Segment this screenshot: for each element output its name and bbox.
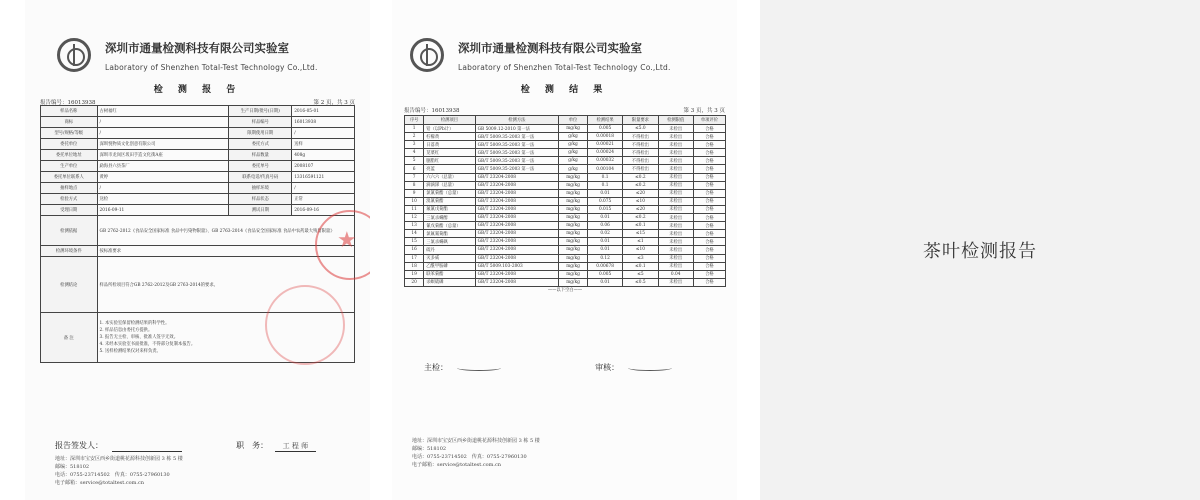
- lab-logo-icon: [57, 38, 91, 72]
- results-cell: mg/kg: [559, 189, 588, 197]
- results-cell: 未检出: [658, 254, 693, 262]
- results-cell: 12: [405, 214, 424, 222]
- results-cell: 合格: [693, 197, 725, 205]
- results-cell: 未检出: [658, 214, 693, 222]
- results-cell: GB/T 23204-2008: [475, 246, 558, 254]
- results-cell: 未检出: [658, 125, 693, 133]
- results-cell: GB/T 23204-2008: [475, 270, 558, 278]
- results-cell: GB/T 23204-2008: [475, 222, 558, 230]
- env-text: 按标准要求: [97, 246, 354, 257]
- received-date-label: 受理日期: [41, 205, 98, 216]
- field-value: /: [97, 117, 229, 128]
- results-cell: 合格: [693, 270, 725, 278]
- lab-logo-icon: [410, 38, 444, 72]
- results-cell: 0.01: [587, 238, 622, 246]
- results-cell: 未检出: [658, 133, 693, 141]
- results-cell: 不得检出: [623, 165, 658, 173]
- report-info-row: [41, 106, 355, 117]
- results-row: [405, 125, 726, 133]
- results-cell: 乙酰甲胺磷: [424, 262, 475, 270]
- conclusion-text: 样品所检项目符合GB 2762-2012及GB 2763-2014的要求。: [97, 257, 354, 313]
- results-cell: g/kg: [559, 141, 588, 149]
- post-value: 工 程 师: [275, 441, 316, 452]
- field-label: 生产日期/批号(日期): [229, 106, 292, 117]
- results-cell: 10: [405, 197, 424, 205]
- results-cell: 未检出: [658, 246, 693, 254]
- dates-row: [41, 205, 355, 216]
- field-value: 2016-05-01: [292, 106, 355, 117]
- results-cell: ≤0.2: [623, 181, 658, 189]
- results-cell: 合格: [693, 262, 725, 270]
- results-cell: 4: [405, 149, 424, 157]
- results-title: 检 测 结 果: [520, 85, 609, 95]
- field-label: 委托单号: [229, 161, 292, 172]
- results-cell: 合格: [693, 230, 725, 238]
- results-cell: 未检出: [658, 238, 693, 246]
- report-title: 检 测 报 告: [153, 85, 242, 95]
- column-header: 检测结果: [587, 116, 622, 125]
- footer-address: 地址：深圳市宝安区西乡街道桃花源科技创新园 3 栋 5 楼: [55, 456, 183, 462]
- basis-row: [41, 216, 355, 246]
- report-number: 报告编号：16013938: [40, 100, 96, 106]
- field-value: 13316591121: [292, 172, 355, 183]
- column-header: 单位: [559, 116, 588, 125]
- column-header: 序号: [405, 116, 424, 125]
- field-value: 深圳市龙岗区坂田手造文化街A座: [97, 150, 229, 161]
- results-cell: 8: [405, 181, 424, 189]
- field-value: /: [292, 183, 355, 194]
- field-value: 古树福红: [97, 106, 229, 117]
- results-cell: 0.015: [587, 205, 622, 213]
- test-date: 2016-09-16: [292, 205, 355, 216]
- column-header: 检测项目: [424, 116, 475, 125]
- remarks-label: 备 注: [41, 313, 98, 363]
- results-cell: ≤20: [623, 205, 658, 213]
- results-cell: 未检出: [658, 230, 693, 238]
- results-cell: 氯氟氰菊酯: [424, 230, 475, 238]
- results-cell: 11: [405, 205, 424, 213]
- results-cell: mg/kg: [559, 278, 588, 286]
- field-value: 深圳悦物质文化创意有限公司: [97, 139, 229, 150]
- report-info-row: [41, 117, 355, 128]
- results-cell: 合格: [693, 165, 725, 173]
- field-label: 委托单位联系人: [41, 172, 98, 183]
- results-cell: ≤10: [623, 197, 658, 205]
- report-info-row: [41, 128, 355, 139]
- results-cell: 未检出: [658, 141, 693, 149]
- results-cell: 未检出: [658, 205, 693, 213]
- results-cell: 19: [405, 270, 424, 278]
- footer-address: 地址：深圳市宝安区西乡街道桃花源科技创新园 3 栋 5 楼: [412, 438, 540, 444]
- results-cell: 合格: [693, 181, 725, 189]
- results-cell: 不得检出: [623, 149, 658, 157]
- inspector-signature: [457, 365, 501, 371]
- results-cell: 0.00018: [587, 133, 622, 141]
- results-cell: 合格: [693, 157, 725, 165]
- field-value: 正常: [292, 194, 355, 205]
- results-cell: 合格: [693, 189, 725, 197]
- results-meta: [404, 106, 725, 114]
- reviewer-signature: [628, 365, 672, 371]
- results-cell: 合格: [693, 222, 725, 230]
- end-note: ——以下空白——: [547, 288, 583, 294]
- results-row: [405, 222, 726, 230]
- results-cell: 合格: [693, 278, 725, 286]
- field-label: 委托单位地址: [41, 150, 98, 161]
- results-cell: 硫丹: [424, 246, 475, 254]
- results-header-row: [405, 116, 726, 125]
- results-cell: 0.00678: [587, 262, 622, 270]
- field-label: 样品状态: [229, 194, 292, 205]
- results-cell: mg/kg: [559, 238, 588, 246]
- results-cell: 17: [405, 254, 424, 262]
- results-cell: GB/T 5009.35-2003 第一法: [475, 133, 558, 141]
- footer-postcode: 邮编：518102: [412, 446, 447, 452]
- env-row: [41, 246, 355, 257]
- results-cell: 14: [405, 230, 424, 238]
- field-label: 委托单位: [41, 139, 98, 150]
- report-footer: [55, 455, 183, 487]
- results-cell: 灭多威: [424, 254, 475, 262]
- column-header: 单项评价: [693, 116, 725, 125]
- field-label: 样品数量: [229, 150, 292, 161]
- results-cell: mg/kg: [559, 181, 588, 189]
- field-label: 样品编号: [229, 117, 292, 128]
- blank-below-row: [405, 286, 726, 293]
- results-cell: 铅（以Pb计）: [424, 125, 475, 133]
- results-row: [405, 262, 726, 270]
- results-row: [405, 181, 726, 189]
- field-label: 委托方式: [229, 139, 292, 150]
- results-cell: 苋菜红: [424, 149, 475, 157]
- results-cell: 氰戊菊酯（总量）: [424, 222, 475, 230]
- report-info-row: [41, 161, 355, 172]
- results-cell: 未检出: [658, 181, 693, 189]
- results-row: [405, 254, 726, 262]
- results-cell: GB/T 23204-2008: [475, 230, 558, 238]
- results-cell: 合格: [693, 125, 725, 133]
- results-row: [405, 157, 726, 165]
- results-row: [405, 278, 726, 286]
- results-cell: g/kg: [559, 157, 588, 165]
- results-cell: 0.01: [587, 246, 622, 254]
- test-date-label: 测试日期: [229, 205, 292, 216]
- results-cell: ≤0.2: [623, 214, 658, 222]
- field-label: 抽样环境: [229, 183, 292, 194]
- field-value: 408g: [292, 150, 355, 161]
- results-cell: 溴氰菊酯: [424, 197, 475, 205]
- results-table: [404, 115, 726, 293]
- approval-row: [424, 362, 678, 373]
- inspector-label: 主检：: [424, 363, 448, 372]
- issuer-signature-row: [55, 440, 316, 452]
- results-cell: 0.01: [587, 278, 622, 286]
- lab-name-en: Laboratory of Shenzhen Total-Test Technology Co.,Ltd.: [105, 63, 318, 72]
- results-cell: 0.00021: [587, 141, 622, 149]
- results-cell: GB/T 5009.103-2003: [475, 262, 558, 270]
- results-cell: 3: [405, 141, 424, 149]
- results-cell: mg/kg: [559, 246, 588, 254]
- results-cell: ≤5.0: [623, 125, 658, 133]
- report-info-row: [41, 183, 355, 194]
- results-cell: 未检出: [658, 149, 693, 157]
- results-row: [405, 197, 726, 205]
- results-cell: mg/kg: [559, 173, 588, 181]
- lab-name-cn: 深圳市通量检测科技有限公司实验室: [105, 41, 289, 55]
- results-cell: 0.01: [587, 189, 622, 197]
- results-cell: GB/T 23204-2008: [475, 173, 558, 181]
- results-cell: GB 5009.12-2010 第一法: [475, 125, 558, 133]
- field-value: 送检: [97, 194, 229, 205]
- results-cell: 15: [405, 238, 424, 246]
- footer-postcode: 邮编：518102: [55, 464, 90, 470]
- results-cell: 未检出: [658, 173, 693, 181]
- results-cell: 合格: [693, 238, 725, 246]
- results-cell: ≤10: [623, 246, 658, 254]
- side-panel: [760, 0, 1200, 500]
- field-value: 2008107: [292, 161, 355, 172]
- results-cell: 柠檬黄: [424, 133, 475, 141]
- results-cell: 日落黄: [424, 141, 475, 149]
- results-cell: 18: [405, 262, 424, 270]
- report-info-row: [41, 139, 355, 150]
- column-header: 检测限值: [658, 116, 693, 125]
- results-row: [405, 246, 726, 254]
- env-label: 检测环境条件: [41, 246, 98, 257]
- field-value: /: [97, 183, 229, 194]
- field-label: 联系电话/传真号码: [229, 172, 292, 183]
- remark-item: 1. 本实验室保留检测结果的科学性。: [99, 321, 170, 326]
- post-label: 职 务：: [236, 441, 269, 450]
- results-cell: ≤0.5: [623, 278, 658, 286]
- footer-email: 电子邮箱：service@totaltest.com.cn: [55, 480, 145, 486]
- results-cell: GB/T 5009.35-2003 第一法: [475, 165, 558, 173]
- results-cell: 合格: [693, 173, 725, 181]
- report-info-row: [41, 150, 355, 161]
- results-cell: g/kg: [559, 165, 588, 173]
- field-value: 勐海县六县茶厂: [97, 161, 229, 172]
- results-cell: 杀螟硫磷: [424, 278, 475, 286]
- results-cell: 0.01: [587, 214, 622, 222]
- results-cell: 0.04: [658, 270, 693, 278]
- field-value: 16013938: [292, 117, 355, 128]
- results-cell: GB/T 23204-2008: [475, 197, 558, 205]
- results-cell: GB/T 23204-2008: [475, 214, 558, 222]
- field-label: 检验方式: [41, 194, 98, 205]
- results-cell: GB/T 23204-2008: [475, 254, 558, 262]
- results-cell: 合格: [693, 246, 725, 254]
- lab-name-en: Laboratory of Shenzhen Total-Test Technology Co.,Ltd.: [458, 63, 671, 72]
- results-cell: 未检出: [658, 189, 693, 197]
- results-cell: 0.1: [587, 173, 622, 181]
- results-cell: GB/T 23204-2008: [475, 189, 558, 197]
- results-cell: 0.12: [587, 254, 622, 262]
- basis-label: 检测依据: [41, 216, 98, 246]
- report-number: 报告编号：16013938: [404, 108, 460, 114]
- column-header: 限量要求: [623, 116, 658, 125]
- issuer-label: 报告签发人：: [55, 441, 103, 450]
- results-cell: 未检出: [658, 262, 693, 270]
- results-cell: ≤20: [623, 189, 658, 197]
- results-cell: mg/kg: [559, 125, 588, 133]
- results-cell: 0.00104: [587, 165, 622, 173]
- field-label: 型号/规格/等级: [41, 128, 98, 139]
- field-label: 生产单位: [41, 161, 98, 172]
- results-cell: g/kg: [559, 149, 588, 157]
- results-cell: GB/T 5009.35-2003 第一法: [475, 157, 558, 165]
- lab-name-cn: 深圳市通量检测科技有限公司实验室: [458, 41, 642, 55]
- results-cell: 0.02: [587, 230, 622, 238]
- footer-phone: 电话：0755-23714502 传真：0755-27960130: [412, 454, 527, 460]
- results-cell: 合格: [693, 149, 725, 157]
- results-cell: 7: [405, 173, 424, 181]
- results-cell: ≤3: [623, 254, 658, 262]
- results-cell: 不得检出: [623, 141, 658, 149]
- results-cell: mg/kg: [559, 197, 588, 205]
- results-cell: mg/kg: [559, 270, 588, 278]
- remark-item: 2. 样品信息由委托方提供。: [99, 328, 153, 333]
- reviewer-label: 审核：: [595, 363, 620, 372]
- results-row: [405, 205, 726, 213]
- footer-phone: 电话：0755-23714502 传真：0755-27960130: [55, 472, 170, 478]
- inspection-seal: [265, 285, 345, 365]
- results-cell: 9: [405, 189, 424, 197]
- results-cell: ≤5: [623, 270, 658, 278]
- results-cell: mg/kg: [559, 205, 588, 213]
- results-cell: mg/kg: [559, 262, 588, 270]
- results-cell: 13: [405, 222, 424, 230]
- field-value: /: [292, 128, 355, 139]
- results-cell: ≤0.1: [623, 262, 658, 270]
- field-label: 样品名称: [41, 106, 98, 117]
- field-label: 商标: [41, 117, 98, 128]
- results-cell: 合格: [693, 214, 725, 222]
- results-cell: 0.00032: [587, 157, 622, 165]
- results-cell: ≤0.2: [623, 173, 658, 181]
- report-info-row: [41, 194, 355, 205]
- results-cell: 合格: [693, 205, 725, 213]
- results-cell: GB/T 23204-2008: [475, 238, 558, 246]
- report-page: [25, 0, 370, 500]
- results-cell: 不得检出: [623, 157, 658, 165]
- results-cell: 六六六（总量）: [424, 173, 475, 181]
- results-cell: 三氯杀螨醇: [424, 214, 475, 222]
- results-cell: g/kg: [559, 133, 588, 141]
- results-row: [405, 238, 726, 246]
- results-row: [405, 141, 726, 149]
- results-cell: mg/kg: [559, 254, 588, 262]
- results-cell: GB/T 5009.35-2003 第一法: [475, 149, 558, 157]
- results-cell: mg/kg: [559, 214, 588, 222]
- results-row: [405, 214, 726, 222]
- results-cell: mg/kg: [559, 222, 588, 230]
- results-cell: 0.075: [587, 197, 622, 205]
- results-row: [405, 189, 726, 197]
- conclusion-label: 检测结论: [41, 257, 98, 313]
- results-cell: GB/T 23204-2008: [475, 181, 558, 189]
- field-value: /: [97, 128, 229, 139]
- results-cell: 未检出: [658, 222, 693, 230]
- results-cell: 胭脂红: [424, 157, 475, 165]
- remark-item: 4. 未经本实验室书面批准，不得部分复制本报告。: [99, 342, 196, 347]
- results-cell: ≤1: [623, 238, 658, 246]
- results-footer: [412, 437, 540, 469]
- results-cell: 氟氰戊菊酯: [424, 205, 475, 213]
- results-cell: GB/T 5009.35-2003 第一法: [475, 141, 558, 149]
- results-cell: 未检出: [658, 278, 693, 286]
- results-cell: 未检出: [658, 165, 693, 173]
- results-cell: GB/T 23204-2008: [475, 278, 558, 286]
- results-cell: 0.1: [587, 181, 622, 189]
- results-cell: 0.005: [587, 125, 622, 133]
- issuer-signature: [112, 444, 182, 452]
- field-label: 抽样地点: [41, 183, 98, 194]
- results-cell: 氯氰菊酯（总量）: [424, 189, 475, 197]
- remark-item: 5. 送样检测结果仅对来样负责。: [99, 349, 161, 354]
- results-row: [405, 133, 726, 141]
- field-label: 限期使用日期: [229, 128, 292, 139]
- results-cell: ≤15: [623, 230, 658, 238]
- results-cell: ≤0.1: [623, 222, 658, 230]
- field-value: 黄婷: [97, 172, 229, 183]
- results-cell: 亮蓝: [424, 165, 475, 173]
- results-cell: 联苯菊酯: [424, 270, 475, 278]
- results-row: [405, 230, 726, 238]
- results-cell: 合格: [693, 141, 725, 149]
- side-caption: 茶叶检测报告: [923, 241, 1037, 262]
- received-date: 2016-09-11: [97, 205, 229, 216]
- results-cell: GB/T 23204-2008: [475, 205, 558, 213]
- results-cell: 合格: [693, 133, 725, 141]
- page-number: 第 2 页，共 3 页: [313, 100, 355, 106]
- column-header: 检测方法: [475, 116, 558, 125]
- results-page: [392, 0, 737, 500]
- results-cell: 0.005: [587, 270, 622, 278]
- page-number: 第 3 页，共 3 页: [683, 108, 725, 114]
- results-row: [405, 270, 726, 278]
- results-cell: 6: [405, 165, 424, 173]
- remark-item: 3. 报告无主检、审核、批准人签字无效。: [99, 335, 179, 340]
- results-cell: 未检出: [658, 157, 693, 165]
- field-value: 送样: [292, 139, 355, 150]
- results-cell: 16: [405, 246, 424, 254]
- results-cell: 0.00024: [587, 149, 622, 157]
- footer-email: 电子邮箱：service@totaltest.com.cn: [412, 462, 502, 468]
- results-row: [405, 165, 726, 173]
- results-cell: 滴滴涕（总量）: [424, 181, 475, 189]
- results-cell: 5: [405, 157, 424, 165]
- results-cell: 0.06: [587, 222, 622, 230]
- report-info-row: [41, 172, 355, 183]
- results-cell: 20: [405, 278, 424, 286]
- results-cell: mg/kg: [559, 230, 588, 238]
- results-cell: 三氯杀螨砜: [424, 238, 475, 246]
- basis-text: GB 2762-2012《食品安全国家标准 食品中污染物限量》、GB 2763-2014《食品安全国家标准 食品中农药最大残留限量》: [97, 216, 354, 246]
- results-cell: 1: [405, 125, 424, 133]
- results-cell: 未检出: [658, 197, 693, 205]
- results-cell: 不得检出: [623, 133, 658, 141]
- results-cell: 合格: [693, 254, 725, 262]
- results-row: [405, 149, 726, 157]
- results-row: [405, 173, 726, 181]
- results-cell: 2: [405, 133, 424, 141]
